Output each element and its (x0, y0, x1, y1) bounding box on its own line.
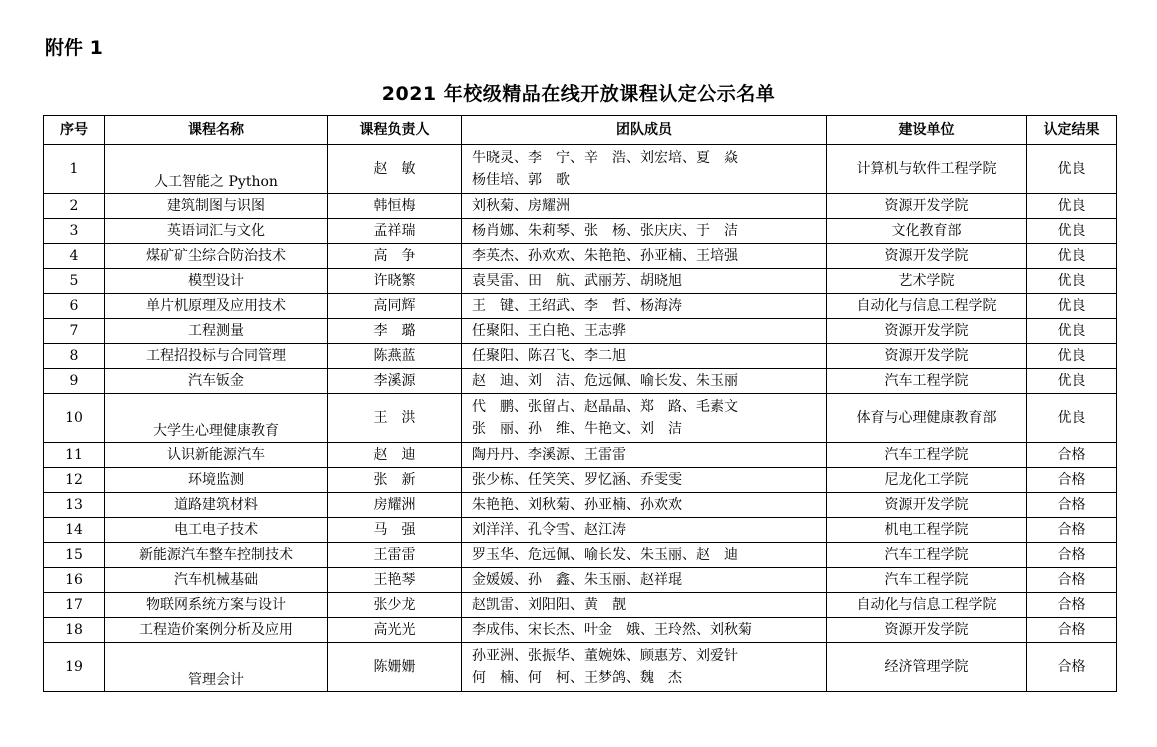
cell-course: 管理会计 (105, 643, 328, 692)
cell-result: 合格 (1027, 518, 1117, 543)
cell-members: 李英杰、孙欢欢、朱艳艳、孙亚楠、王培强 (462, 244, 827, 269)
header-no: 序号 (44, 116, 105, 145)
cell-course: 单片机原理及应用技术 (105, 294, 328, 319)
cell-result: 优良 (1027, 194, 1117, 219)
cell-unit: 自动化与信息工程学院 (827, 294, 1027, 319)
cell-unit: 资源开发学院 (827, 618, 1027, 643)
cell-unit: 资源开发学院 (827, 344, 1027, 369)
cell-no: 14 (44, 518, 105, 543)
table-row (44, 593, 1117, 618)
cell-members: 金媛媛、孙 鑫、朱玉丽、赵祥琨 (462, 568, 827, 593)
cell-no: 16 (44, 568, 105, 593)
cell-course: 模型设计 (105, 269, 328, 294)
cell-course: 英语词汇与文化 (105, 219, 328, 244)
table-row (44, 194, 1117, 219)
table-row (44, 493, 1117, 518)
cell-members: 杨肖娜、朱莉琴、张 杨、张庆庆、于 洁 (462, 219, 827, 244)
cell-members: 刘秋菊、房耀洲 (462, 194, 827, 219)
cell-no: 6 (44, 294, 105, 319)
table-row (44, 219, 1117, 244)
cell-result: 合格 (1027, 468, 1117, 493)
cell-lead: 高 争 (328, 244, 462, 269)
cell-course: 煤矿矿尘综合防治技术 (105, 244, 328, 269)
cell-members: 代 鹏、张留占、赵晶晶、郑 路、毛素文 张 丽、孙 维、牛艳文、刘 洁 (462, 394, 827, 443)
cell-members: 袁昊雷、田 航、武丽芳、胡晓旭 (462, 269, 827, 294)
cell-course: 道路建筑材料 (105, 493, 328, 518)
cell-unit: 自动化与信息工程学院 (827, 593, 1027, 618)
cell-course: 物联网系统方案与设计 (105, 593, 328, 618)
table-row (44, 269, 1117, 294)
cell-members: 任聚阳、王白艳、王志骅 (462, 319, 827, 344)
cell-unit: 计算机与软件工程学院 (827, 145, 1027, 194)
header-result: 认定结果 (1027, 116, 1117, 145)
cell-members: 刘洋洋、孔令雪、赵江涛 (462, 518, 827, 543)
page-title: 2021 年校级精品在线开放课程认定公示名单 (381, 83, 776, 105)
cell-unit: 经济管理学院 (827, 643, 1027, 692)
cell-course: 新能源汽车整车控制技术 (105, 543, 328, 568)
cell-result: 优良 (1027, 369, 1117, 394)
cell-no: 9 (44, 369, 105, 394)
cell-result: 合格 (1027, 493, 1117, 518)
cell-result: 合格 (1027, 443, 1117, 468)
cell-lead: 韩恒梅 (328, 194, 462, 219)
cell-result: 优良 (1027, 344, 1117, 369)
cell-course: 工程造价案例分析及应用 (105, 618, 328, 643)
cell-no: 17 (44, 593, 105, 618)
cell-result: 优良 (1027, 219, 1117, 244)
cell-lead: 赵 敏 (328, 145, 462, 194)
cell-no: 2 (44, 194, 105, 219)
table-row (44, 394, 1117, 443)
cell-unit: 资源开发学院 (827, 194, 1027, 219)
cell-unit: 文化教育部 (827, 219, 1027, 244)
cell-members: 张少栋、任笑笑、罗忆涵、乔雯雯 (462, 468, 827, 493)
cell-lead: 张少龙 (328, 593, 462, 618)
header-unit: 建设单位 (827, 116, 1027, 145)
cell-result: 优良 (1027, 145, 1117, 194)
cell-lead: 房耀洲 (328, 493, 462, 518)
cell-course: 电工电子技术 (105, 518, 328, 543)
cell-no: 5 (44, 269, 105, 294)
cell-result: 合格 (1027, 543, 1117, 568)
table-row (44, 518, 1117, 543)
cell-lead: 高同辉 (328, 294, 462, 319)
cell-unit: 机电工程学院 (827, 518, 1027, 543)
cell-course: 建筑制图与识图 (105, 194, 328, 219)
cell-result: 优良 (1027, 294, 1117, 319)
table-row (44, 369, 1117, 394)
cell-members: 孙亚洲、张振华、董婉姝、顾惠芳、刘爱针 何 楠、何 柯、王梦鸽、魏 杰 (462, 643, 827, 692)
course-table (43, 115, 1117, 692)
cell-members: 朱艳艳、刘秋菊、孙亚楠、孙欢欢 (462, 493, 827, 518)
cell-no: 8 (44, 344, 105, 369)
cell-no: 15 (44, 543, 105, 568)
header-lead: 课程负责人 (328, 116, 462, 145)
cell-lead: 王雷雷 (328, 543, 462, 568)
cell-course: 大学生心理健康教育 (105, 394, 328, 443)
cell-members: 赵凯雷、刘阳阳、黄 靓 (462, 593, 827, 618)
cell-lead: 孟祥瑞 (328, 219, 462, 244)
table-row (44, 568, 1117, 593)
cell-lead: 马 强 (328, 518, 462, 543)
cell-members: 罗玉华、危远佩、喻长发、朱玉丽、赵 迪 (462, 543, 827, 568)
cell-no: 13 (44, 493, 105, 518)
table-row (44, 468, 1117, 493)
cell-course: 人工智能之 Python (105, 145, 328, 194)
cell-members: 陶丹丹、李溪源、王雷雷 (462, 443, 827, 468)
cell-members: 任聚阳、陈召飞、李二旭 (462, 344, 827, 369)
cell-result: 合格 (1027, 618, 1117, 643)
cell-no: 4 (44, 244, 105, 269)
cell-no: 11 (44, 443, 105, 468)
header-course: 课程名称 (105, 116, 328, 145)
cell-result: 优良 (1027, 394, 1117, 443)
table-row (44, 319, 1117, 344)
cell-lead: 李 璐 (328, 319, 462, 344)
cell-result: 优良 (1027, 244, 1117, 269)
table-row (44, 543, 1117, 568)
cell-lead: 高光光 (328, 618, 462, 643)
cell-unit: 汽车工程学院 (827, 369, 1027, 394)
table-row (44, 643, 1117, 692)
cell-unit: 体育与心理健康教育部 (827, 394, 1027, 443)
table-row (44, 443, 1117, 468)
table-row (44, 244, 1117, 269)
cell-lead: 张 新 (328, 468, 462, 493)
cell-lead: 李溪源 (328, 369, 462, 394)
cell-no: 10 (44, 394, 105, 443)
table-row (44, 294, 1117, 319)
cell-lead: 陈姗姗 (328, 643, 462, 692)
cell-lead: 王 洪 (328, 394, 462, 443)
cell-unit: 资源开发学院 (827, 244, 1027, 269)
cell-no: 18 (44, 618, 105, 643)
cell-course: 工程招投标与合同管理 (105, 344, 328, 369)
table-row (44, 618, 1117, 643)
cell-no: 7 (44, 319, 105, 344)
cell-result: 优良 (1027, 269, 1117, 294)
cell-members: 牛晓灵、李 宁、辛 浩、刘宏培、夏 焱 杨佳培、郭 歌 (462, 145, 827, 194)
table-header-row (44, 116, 1117, 145)
cell-course: 环境监测 (105, 468, 328, 493)
cell-no: 3 (44, 219, 105, 244)
cell-unit: 尼龙化工学院 (827, 468, 1027, 493)
cell-unit: 汽车工程学院 (827, 543, 1027, 568)
cell-lead: 赵 迪 (328, 443, 462, 468)
cell-members: 王 键、王绍武、李 哲、杨海涛 (462, 294, 827, 319)
cell-result: 优良 (1027, 319, 1117, 344)
cell-result: 合格 (1027, 593, 1117, 618)
cell-result: 合格 (1027, 643, 1117, 692)
cell-no: 1 (44, 145, 105, 194)
header-members: 团队成员 (462, 116, 827, 145)
attachment-label: 附件 1 (45, 37, 103, 59)
cell-course: 工程测量 (105, 319, 328, 344)
cell-result: 合格 (1027, 568, 1117, 593)
cell-unit: 汽车工程学院 (827, 568, 1027, 593)
table-row (44, 344, 1117, 369)
cell-no: 12 (44, 468, 105, 493)
cell-unit: 艺术学院 (827, 269, 1027, 294)
cell-lead: 许晓繁 (328, 269, 462, 294)
table-row (44, 145, 1117, 194)
cell-members: 李成伟、宋长杰、叶金 娥、王玲然、刘秋菊 (462, 618, 827, 643)
cell-unit: 资源开发学院 (827, 319, 1027, 344)
cell-no: 19 (44, 643, 105, 692)
cell-course: 汽车机械基础 (105, 568, 328, 593)
cell-course: 认识新能源汽车 (105, 443, 328, 468)
cell-lead: 王艳琴 (328, 568, 462, 593)
cell-unit: 资源开发学院 (827, 493, 1027, 518)
cell-lead: 陈燕蓝 (328, 344, 462, 369)
cell-course: 汽车钣金 (105, 369, 328, 394)
cell-members: 赵 迪、刘 洁、危远佩、喻长发、朱玉丽 (462, 369, 827, 394)
cell-unit: 汽车工程学院 (827, 443, 1027, 468)
